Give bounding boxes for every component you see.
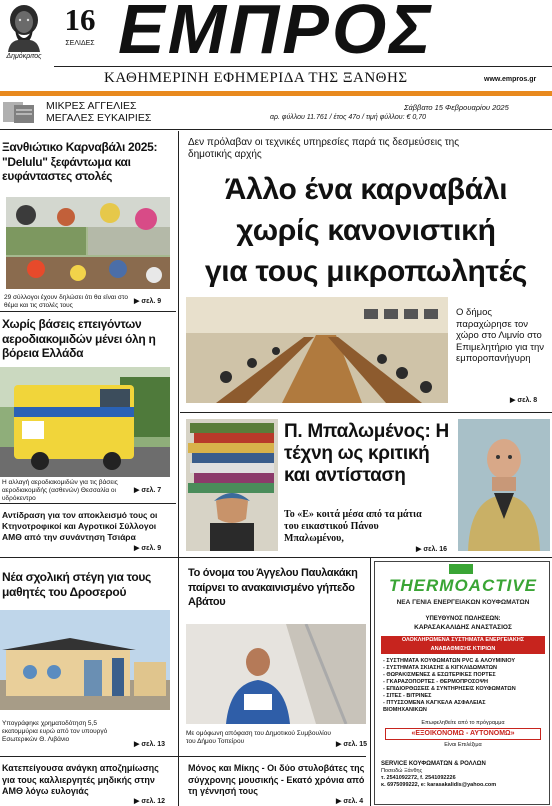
ad-manager-label: ΥΠΕΥΘΥΝΟΣ ΠΩΛΗΣΕΩΝ:: [425, 616, 501, 622]
story-school[interactable]: [0, 558, 176, 754]
story-compensation[interactable]: [0, 757, 176, 806]
carnival-headline: Ξανθιώτικο Καρναβάλι 2025: "Delulu" ξεφάντωμα και ευφάνταστες στολές: [2, 140, 158, 183]
ad-tagline: ΝΕΑ ΓΕΝΙΑ ΕΝΕΡΓΕΙΑΚΩΝ ΚΟΥΦΩΜΑΤΩΝ: [396, 599, 530, 606]
ambulance-caption: Η αλλαγή αεροδιακομιδών για τις βάσεις αεροδιακομιδής (ασθενών) Θεσσαλία οι υδρόκεντρο: [2, 479, 118, 502]
stadium-caption: Με ομόφωνη απόφαση του Δημοτικού Συμβουλίου του Δήμου Τοπείρου: [186, 730, 331, 745]
story-farmers[interactable]: [0, 504, 176, 556]
info-bar: [0, 97, 552, 131]
ad-footer-phone: τ. 2541092272, f. 2541092226: [381, 775, 456, 781]
pages-label: ΣΕΛΙΔΕΣ: [65, 40, 95, 47]
main-headline-3: για τους μικροπωλητές: [204, 255, 528, 288]
stadium-page: ▶ σελ. 15: [336, 741, 368, 748]
main-kicker: Δεν πρόλαβαν οι τεχνικές υπηρεσίες παρά τις δεσμεύσεις της δημοτικής αρχής: [188, 137, 460, 160]
music-page: ▶ σελ. 4: [336, 798, 364, 805]
story-stadium[interactable]: [180, 558, 370, 756]
runner-photo: [186, 624, 366, 724]
story-ambulance[interactable]: [0, 312, 176, 502]
issue-date: Σάββατο 15 Φεβρουαρίου 2025: [404, 103, 509, 112]
ad-thermoactive[interactable]: [374, 561, 550, 805]
council-photo: [186, 297, 448, 403]
interview-headline: Π. Μπαλωμένος: Η τέχνη ως κριτική και αντίσταση: [284, 421, 449, 486]
main-headline-1: Άλλο ένα καρναβάλι: [224, 173, 508, 206]
school-photo: [0, 610, 170, 710]
ad-footer-contact: κ. 6975099222, e: karasakalidis@yahoo.com: [381, 782, 497, 788]
compensation-page: ▶ σελ. 12: [134, 798, 166, 805]
story-interview[interactable]: [180, 413, 552, 557]
artwork-photo: [186, 419, 278, 551]
school-page: ▶ σελ. 13: [134, 741, 166, 748]
ad-eligible: Είναι Επιλέξιμα: [444, 742, 482, 748]
ad-footer-address: Ποσειδώ Ξάνθης: [381, 768, 423, 774]
music-headline: Μόνος και Μίκης - Οι δύο στυλοβάτες της σύγχρονης μουσικής - Εκατό χρόνια από τη γέννησή τους: [188, 763, 365, 796]
thermo-logo-icon: [449, 564, 473, 574]
main-sidebar: Ο δήμος παραχώρησε τον χώρο στο Λιμνίο στο Επιμελητήριο για την εμποροπανήγυρη: [456, 307, 544, 364]
ad-program: «ΕΞΟΙΚΟΝΟΜΩ - ΑΥΤΟΝΟΜΩ»: [385, 728, 541, 740]
ad-services: [383, 658, 547, 714]
ambulance-page: ▶ σελ. 7: [134, 487, 162, 494]
ad-service-item: - ΘΩΡΑΚΙΣΜΕΝΕΣ & ΕΣΩΤΕΡΙΚΕΣ ΠΟΡΤΕΣ: [383, 672, 496, 678]
founder-name: Δημόκριτος: [6, 53, 42, 60]
ad-footer-title: SERVICE ΚΟΥΦΩΜΑΤΩΝ & ΡΟΛΛΩΝ: [381, 761, 486, 767]
carnival-caption: 29 σύλλογοι έχουν δηλώσει ότι θα είναι στο θέμα και τις στολές τους: [4, 294, 128, 309]
ad-service-item: - ΣΙΤΕΣ - ΒΙΤΡΙΝΕΣ: [383, 693, 432, 699]
story-carnival[interactable]: [0, 135, 176, 311]
newspaper-title: ΕΜΠΡΟΣ: [118, 0, 434, 64]
carnival-page: ▶ σελ. 9: [134, 298, 162, 305]
compensation-headline: Κατεπείγουσα ανάγκη αποζημίωσης για τους καλλιεργητές μηδικής στην ΑΜΘ λόγω ευλογιάς: [2, 763, 159, 796]
story-music[interactable]: [180, 757, 370, 806]
ad-banner: ΟΛΟΚΛΗΡΩΜΕΝΑ ΣΥΣΤΗΜΑΤΑ ΕΝΕΡΓΕΙΑΚΗΣ ΑΝΑΒΑΘΜΙΣΗΣ ΚΤΙΡΙΩΝ: [381, 636, 545, 654]
interview-page: ▶ σελ. 16: [416, 546, 448, 553]
ad-service-item: - ΠΤΥΣΣΟΜΕΝΑ ΚΑΓΚΕΛΑ ΑΣΦΑΛΕΙΑΣ: [383, 700, 486, 706]
ambulance-photo: [0, 367, 170, 477]
ad-service-item: - ΕΠΙΔΙΟΡΘΩΣΕΙΣ & ΣΥΝΤΗΡΗΣΕΙΣ ΚΟΥΦΩΜΑΤΩΝ: [383, 686, 516, 692]
school-caption: Υπογράφηκε χρηματοδότηση 5,5 εκατομμύρια ευρώ από τον υπουργό Εσωτερικών Θ. Λιβάνιο: [2, 720, 108, 743]
classifieds-icon: [2, 99, 36, 125]
website-link[interactable]: www.empros.gr: [484, 76, 537, 83]
ad-service-item: ΒΙΟΜΗΧΑΝΙΚΩΝ: [383, 707, 427, 713]
ad-program-label: Επωφεληθείτε από το πρόγραμμα: [421, 720, 505, 726]
column-divider: [178, 131, 179, 806]
main-story[interactable]: [180, 131, 552, 411]
stadium-headline: Το όνομα του Άγγελου Παυλακάκη παίρνει το ανακαινισμένο γήπεδο Αβάτου: [188, 567, 358, 608]
ad-brand: THERMOACTIVE: [389, 576, 537, 595]
carnival-photo: [6, 197, 170, 289]
ad-service-item: - ΣΥΣΤΗΜΑΤΑ ΣΚΙΑΣΗΣ & ΚΙΓΚΛΙΔΩΜΑΤΩΝ: [383, 665, 497, 671]
interview-body: Το «Ε» κοιτά μέσα από τα μάτια του εικαστικού Πάνου Μπαλωμένου,: [284, 509, 422, 544]
classifieds-line1: ΜΙΚΡΕΣ ΑΓΓΕΛΙΕΣ: [46, 100, 137, 112]
ad-manager-name: ΚΑΡΑΣΑΚΑΛΙΔΗΣ ΑΝΑΣΤΑΣΙΟΣ: [414, 624, 512, 631]
farmers-page: ▶ σελ. 9: [134, 545, 162, 552]
farmers-headline: Αντίδραση για τον αποκλεισμό τους οι Κτηνοτροφικοί και Αγροτικοί Σύλλογοι ΑΜΘ από την συνάντηση Τσιάρα: [2, 510, 158, 542]
ad-footer: [381, 760, 547, 789]
masthead: [0, 0, 552, 96]
pages-count: 16: [64, 2, 96, 37]
masthead-rule: [54, 66, 552, 67]
newspaper-subtitle: ΚΑΘΗΜΕΡΙΝΗ ΕΦΗΜΕΡΙΔΑ ΤΗΣ ΞΑΝΘΗΣ: [104, 70, 408, 86]
accent-bar: [0, 91, 552, 96]
classifieds-line2: ΜΕΓΑΛΕΣ ΕΥΚΑΙΡΙΕΣ: [46, 112, 152, 124]
artist-portrait: [458, 419, 550, 551]
main-page: ▶ σελ. 8: [510, 397, 538, 404]
ad-service-item: - ΣΥΣΤΗΜΑΤΑ ΚΟΥΦΩΜΑΤΩΝ PVC & ΑΛΟΥΜΙΝΙΟΥ: [383, 658, 516, 664]
ambulance-headline: Χωρίς βάσεις επειγόντων αεροδιακομιδών μένει όλη η βόρεια Ελλάδα: [2, 317, 156, 360]
ad-service-item: - ΓΚΑΡΑΖΟΠΟΡΤΕΣ - ΘΕΡΜΟΠΡΟΣΟΨΗ: [383, 679, 489, 685]
main-headline-2: χωρίς κανονιστική: [236, 214, 496, 247]
founder-bust-icon: [2, 2, 46, 52]
school-headline: Νέα σχολική στέγη για τους μαθητές του Δροσερού: [2, 570, 151, 599]
issue-info: αρ. φύλλου 11.761 / έτος 47ο / τιμή φύλλου: € 0,70: [270, 114, 426, 121]
